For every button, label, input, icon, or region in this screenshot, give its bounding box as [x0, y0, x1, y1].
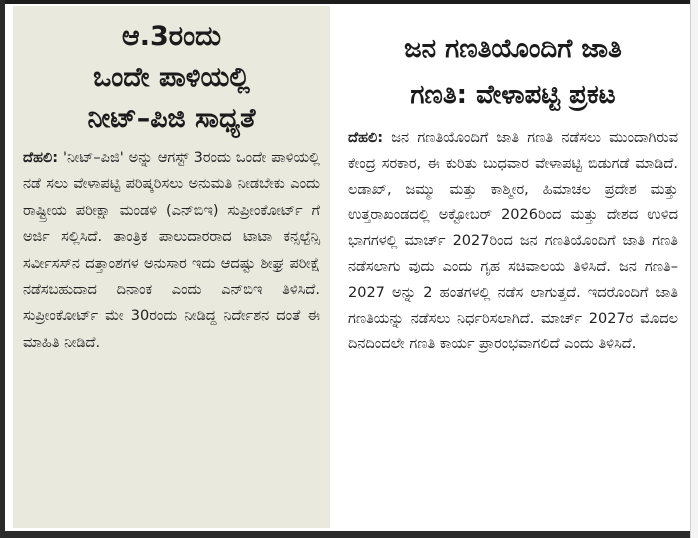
left-headline-line-1: ಆ.3ರಂದು — [121, 21, 222, 52]
frame-bottom-border — [0, 531, 698, 538]
frame-right-edge — [690, 0, 698, 538]
left-headline-line-2: ಒಂದೇ ಪಾಳಿಯಲ್ಲಿ — [93, 62, 250, 93]
left-headline-line-3: ನೀಟ್–ಪಿಜಿ ಸಾಧ್ಯತೆ — [87, 103, 256, 134]
left-article-headline — [13, 6, 330, 139]
right-article-text: ಜನ ಗಣತಿಯೊಂದಿಗೆ ಜಾತಿ ಗಣತಿ ನಡೆಸಲು ಮುಂದಾಗಿರುವ ಕೇಂದ್ರ ಸರಕಾರ, ಈ ಕುರಿತು ಬುಧವಾರ ವೇಳಾಪಟ್ಟಿ ಬಿಡುಗಡೆ ಮಾಡಿದೆ. ಲಡಾಖ್, ಜಮ್ಮು ಮತ್ತು ಕಾಶ್ಮೀರ, ಹಿಮಾಚಲ ಪ್ರದೇಶ ಮತ್ತು ಉತ್ತರಾಖಂಡದಲ್ಲಿ ಅಕ್ಟೋಬರ್ 2026ರಿಂದ ಮತ್ತು ದೇಶದ ಉಳಿದ ಭಾಗಗಳಲ್ಲಿ ಮಾರ್ಚ್ 2027ರಿಂದ ಜನ ಗಣತಿಯೊಂದಿಗೆ ಜಾತಿ ಗಣತಿ ನಡೆಸಲಾಗು ವುದು ಎಂದು ಗೃಹ ಸಚಿವಾಲಯ ತಿಳಿಸಿದೆ. ಜನ ಗಣತಿ–2027 ಅನ್ನು 2 ಹಂತಗಳಲ್ಲಿ ನಡೆಸ ಲಾಗುತ್ತದೆ. ಇದರೊಂದಿಗೆ ಜಾತಿ ಗಣತಿಯನ್ನು ನಡೆಸಲು ನಿರ್ಧರಿಸಲಾಗಿದೆ. ಮಾರ್ಚ್ 2027ರ ಮೊದಲ ದಿನದಿಂದಲೇ ಗಣತಿ ಕಾರ್ಯ ಪ್ರಾರಂಭವಾಗಲಿದೆ ಎಂದು ತಿಳಿಸಿದೆ. — [348, 130, 679, 353]
right-article-headline — [338, 6, 688, 118]
right-article — [338, 6, 688, 528]
right-headline-line-2: ಗಣತಿ: ವೇಳಾಪಟ್ಟಿ ಪ್ರಕಟ — [410, 80, 616, 110]
left-article — [13, 6, 330, 528]
left-article-dateline: ದೆಹಲಿ: — [23, 150, 59, 166]
right-headline-line-1: ಜನ ಗಣತಿಯೊಂದಿಗೆ ಜಾತಿ — [404, 34, 622, 64]
right-article-dateline: ದೆಹಲಿ: — [348, 130, 384, 146]
right-article-body — [338, 118, 688, 358]
left-article-text: 'ನೀಟ್–ಪಿಜಿ' ಅನ್ನು ಆಗಸ್ಟ್ 3ರಂದು ಒಂದೇ ಪಾಳಿಯಲ್ಲಿ ನಡೆ ಸಲು ವೇಳಾಪಟ್ಟಿ ಪರಿಷ್ಕರಿಸಲು ಅನುಮತಿ ನೀಡಬೇಕು ಎಂದು ರಾಷ್ಟ್ರೀಯ ಪರೀಕ್ಷಾ ಮಂಡಳಿ (ಎನ್‌ಬಿಇ) ಸುಪ್ರೀಂಕೋರ್ಟ್ ಗೆ ಅರ್ಜಿ ಸಲ್ಲಿಸಿದೆ. ತಾಂತ್ರಿಕ ಪಾಲುದಾರರಾದ ಟಾಟಾ ಕನ್ಸಲ್ಟೆನ್ಸಿ ಸರ್ವೀಸಸ್‌ನ ದತ್ತಾಂಶಗಳ ಅನುಸಾರ ಇದು ಆದಷ್ಟು ಶೀಘ್ರ ಪರೀಕ್ಷೆ ನಡೆಸಬಹುದಾದ ದಿನಾಂಕ ಎಂದು ಎನ್‌ಬಿಇ ತಿಳಿಸಿದೆ. ಸುಪ್ರೀಂಕೋರ್ಟ್ ಮೇ 30ರಂದು ನೀಡಿದ್ದ ನಿರ್ದೇಶನ ದಂತೆ ಈ ಮಾಹಿತಿ ನೀಡಿದೆ. — [23, 150, 321, 351]
left-article-body — [13, 139, 330, 356]
frame-top-border — [0, 0, 698, 4]
frame-left-border — [0, 0, 5, 538]
